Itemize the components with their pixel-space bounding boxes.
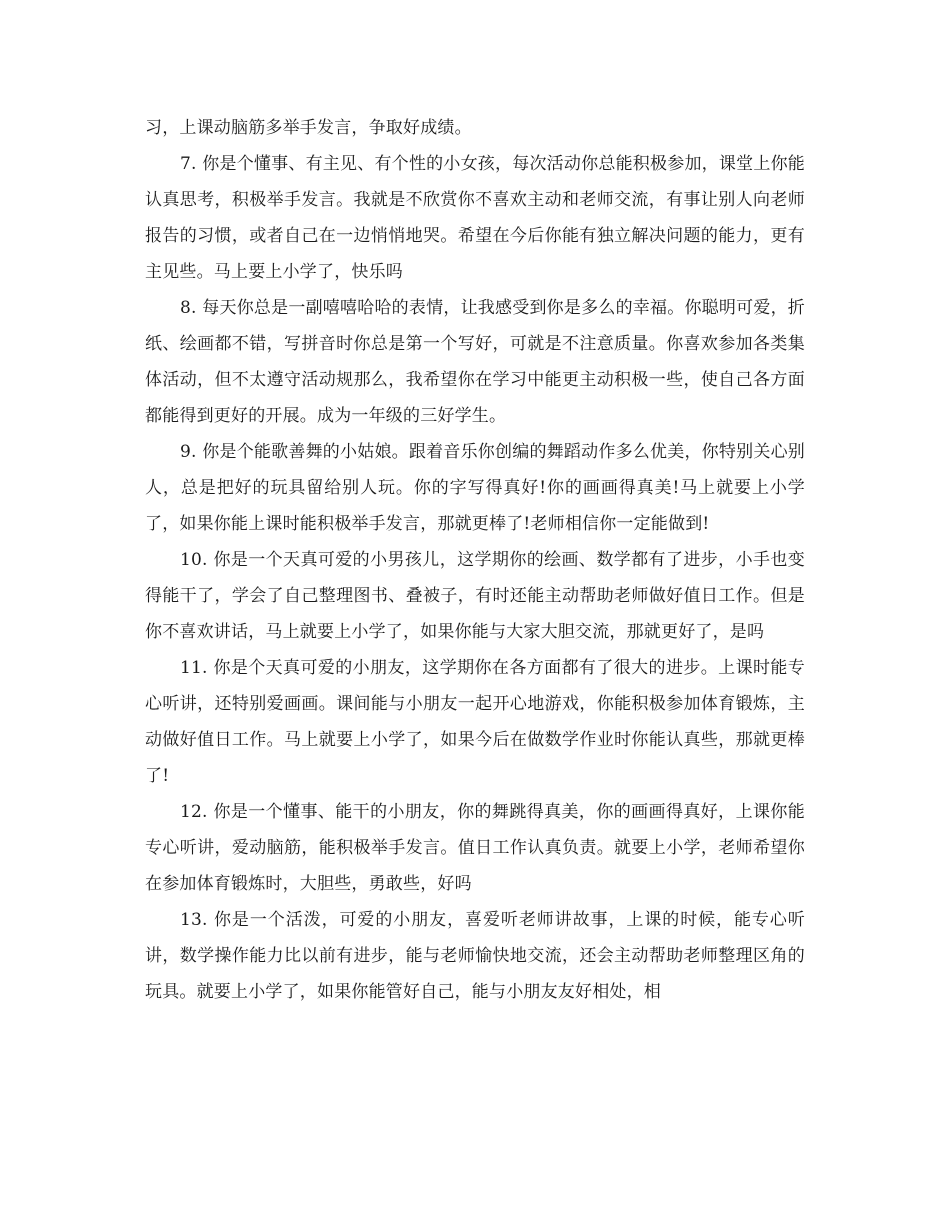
paragraph-item-12: 12. 你是一个懂事、能干的小朋友，你的舞跳得真美，你的画画得真好，上课你能专心听讲，爱动脑筋，能积极举手发言。值日工作认真负责。就要上小学，老师希望你在参加体育锻炼时，大胆些，勇敢些，好吗 xyxy=(145,802,805,894)
paragraph-continuation: 习，上课动脑筋多举手发言，争取好成绩。 xyxy=(145,118,472,138)
document-body xyxy=(145,110,805,1010)
paragraph-item-8: 8. 每天你总是一副嘻嘻哈哈的表情，让我感受到你是多么的幸福。你聪明可爱，折纸、绘画都不错，写拼音时你总是第一个写好，可就是不注意质量。你喜欢参加各类集体活动，但不太遵守活动规那么，我希望你在学习中能更主动积极一些，使自己各方面都能得到更好的开展。成为一年级的三好学生。 xyxy=(145,298,805,426)
paragraph-item-9: 9. 你是个能歌善舞的小姑娘。跟着音乐你创编的舞蹈动作多么优美，你特别关心别人，总是把好的玩具留给别人玩。你的字写得真好!你的画画得真美!马上就要上小学了，如果你能上课时能积极举手发言，那就更棒了!老师相信你一定能做到! xyxy=(145,442,805,534)
paragraph-item-10: 10. 你是一个天真可爱的小男孩儿，这学期你的绘画、数学都有了进步，小手也变得能干了，学会了自己整理图书、叠被子，有时还能主动帮助老师做好值日工作。但是你不喜欢讲话，马上就要上小学了，如果你能与大家大胆交流，那就更好了，是吗 xyxy=(145,550,805,642)
paragraph-item-11: 11. 你是个天真可爱的小朋友，这学期你在各方面都有了很大的进步。上课时能专心听讲，还特别爱画画。课间能与小朋友一起开心地游戏，你能积极参加体育锻炼，主动做好值日工作。马上就要上小学了，如果今后在做数学作业时你能认真些，那就更棒了! xyxy=(145,658,805,786)
paragraph-item-13: 13. 你是一个活泼，可爱的小朋友，喜爱听老师讲故事，上课的时候，能专心听讲，数学操作能力比以前有进步，能与老师愉快地交流，还会主动帮助老师整理区角的玩具。就要上小学了，如果你能管好自己，能与小朋友友好相处，相 xyxy=(145,910,805,1002)
paragraph-item-7: 7. 你是个懂事、有主见、有个性的小女孩，每次活动你总能积极参加，课堂上你能认真思考，积极举手发言。我就是不欣赏你不喜欢主动和老师交流，有事让别人向老师报告的习惯，或者自己在一边悄悄地哭。希望在今后你能有独立解决问题的能力，更有主见些。马上要上小学了，快乐吗 xyxy=(145,154,805,282)
